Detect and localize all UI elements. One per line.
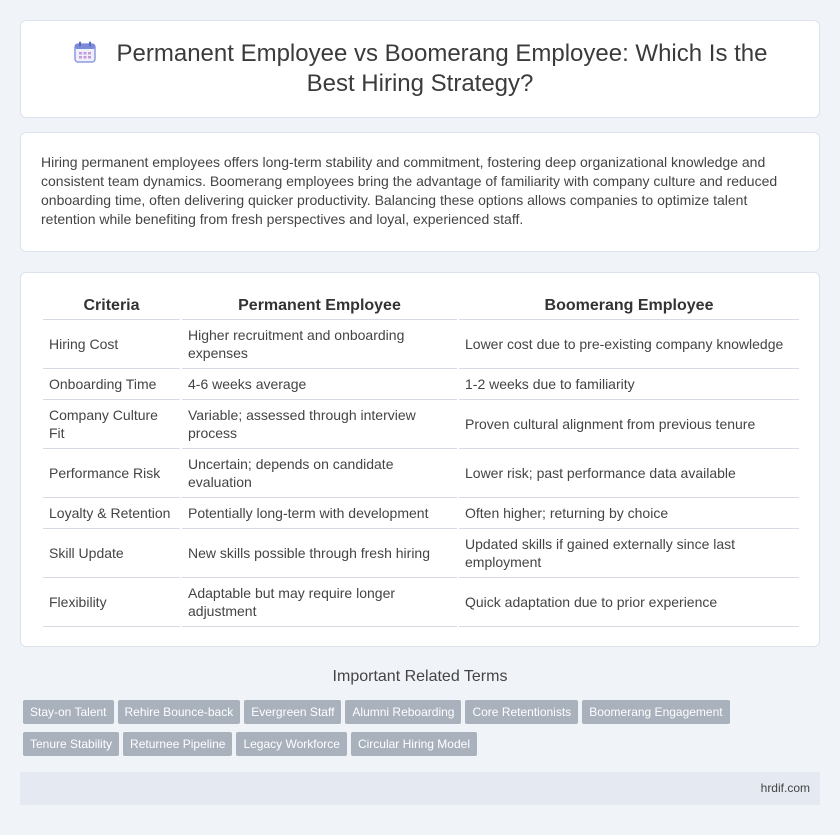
related-terms-tags <box>23 700 823 764</box>
row-criteria: Flexibility <box>43 578 181 627</box>
row-criteria: Onboarding Time <box>43 369 181 400</box>
row-criteria: Performance Risk <box>43 449 181 498</box>
table-row <box>43 400 799 449</box>
related-term-tag[interactable]: Circular Hiring Model <box>351 732 477 756</box>
row-criteria: Skill Update <box>43 529 181 578</box>
row-criteria: Hiring Cost <box>43 320 181 369</box>
row-permanent: Higher recruitment and onboarding expenses <box>181 320 458 369</box>
row-boomerang: Quick adaptation due to prior experience <box>458 578 799 627</box>
row-criteria: Loyalty & Retention <box>43 498 181 529</box>
footer-site-link[interactable]: hrdif.com <box>760 781 810 795</box>
related-term-tag[interactable]: Tenure Stability <box>23 732 119 756</box>
related-term-tag[interactable]: Legacy Workforce <box>236 732 347 756</box>
row-criteria: Company Culture Fit <box>43 400 181 449</box>
table-row <box>43 498 799 529</box>
related-term-tag[interactable]: Core Retentionists <box>465 700 578 724</box>
header-criteria: Criteria <box>43 293 181 320</box>
row-permanent: Uncertain; depends on candidate evaluation <box>181 449 458 498</box>
intro-text: Hiring permanent employees offers long-term stability and commitment, fostering deep organizational knowledge and consistent team dynamics. Boomerang employees bring the advantage of familiarity with company culture and reduced onboarding time, often delivering quicker productivity. Balancing these options allows companies to optimize talent retention while benefiting from fresh perspectives and loyal, experienced staff. <box>41 154 778 227</box>
table-row <box>43 449 799 498</box>
table-header-row <box>43 293 799 320</box>
row-boomerang: Lower risk; past performance data available <box>458 449 799 498</box>
footer <box>20 772 820 805</box>
related-term-tag[interactable]: Alumni Reboarding <box>345 700 461 724</box>
related-term-tag[interactable]: Stay-on Talent <box>23 700 114 724</box>
intro-card <box>20 132 820 252</box>
related-term-tag[interactable]: Boomerang Engagement <box>582 700 729 724</box>
title-card <box>20 20 820 118</box>
title-text: Permanent Employee vs Boomerang Employee: Which Is the Best Hiring Strategy? <box>116 40 768 97</box>
row-permanent: Variable; assessed through interview process <box>181 400 458 449</box>
row-permanent: New skills possible through fresh hiring <box>181 529 458 578</box>
row-permanent: 4-6 weeks average <box>181 369 458 400</box>
page-title <box>51 39 789 99</box>
table-row <box>43 578 799 627</box>
calendar-icon <box>73 40 97 64</box>
related-term-tag[interactable]: Evergreen Staff <box>244 700 341 724</box>
row-boomerang: 1-2 weeks due to familiarity <box>458 369 799 400</box>
related-term-tag[interactable]: Rehire Bounce-back <box>118 700 241 724</box>
related-term-tag[interactable]: Returnee Pipeline <box>123 732 232 756</box>
row-permanent: Potentially long-term with development <box>181 498 458 529</box>
row-boomerang: Updated skills if gained externally since last employment <box>458 529 799 578</box>
comparison-table-card <box>20 272 820 647</box>
header-boomerang: Boomerang Employee <box>458 293 799 320</box>
row-boomerang: Proven cultural alignment from previous tenure <box>458 400 799 449</box>
comparison-table <box>43 293 799 627</box>
row-permanent: Adaptable but may require longer adjustment <box>181 578 458 627</box>
table-row <box>43 369 799 400</box>
related-terms-title: Important Related Terms <box>332 668 508 685</box>
table-row <box>43 320 799 369</box>
row-boomerang: Lower cost due to pre-existing company knowledge <box>458 320 799 369</box>
header-permanent: Permanent Employee <box>181 293 458 320</box>
row-boomerang: Often higher; returning by choice <box>458 498 799 529</box>
table-row <box>43 529 799 578</box>
